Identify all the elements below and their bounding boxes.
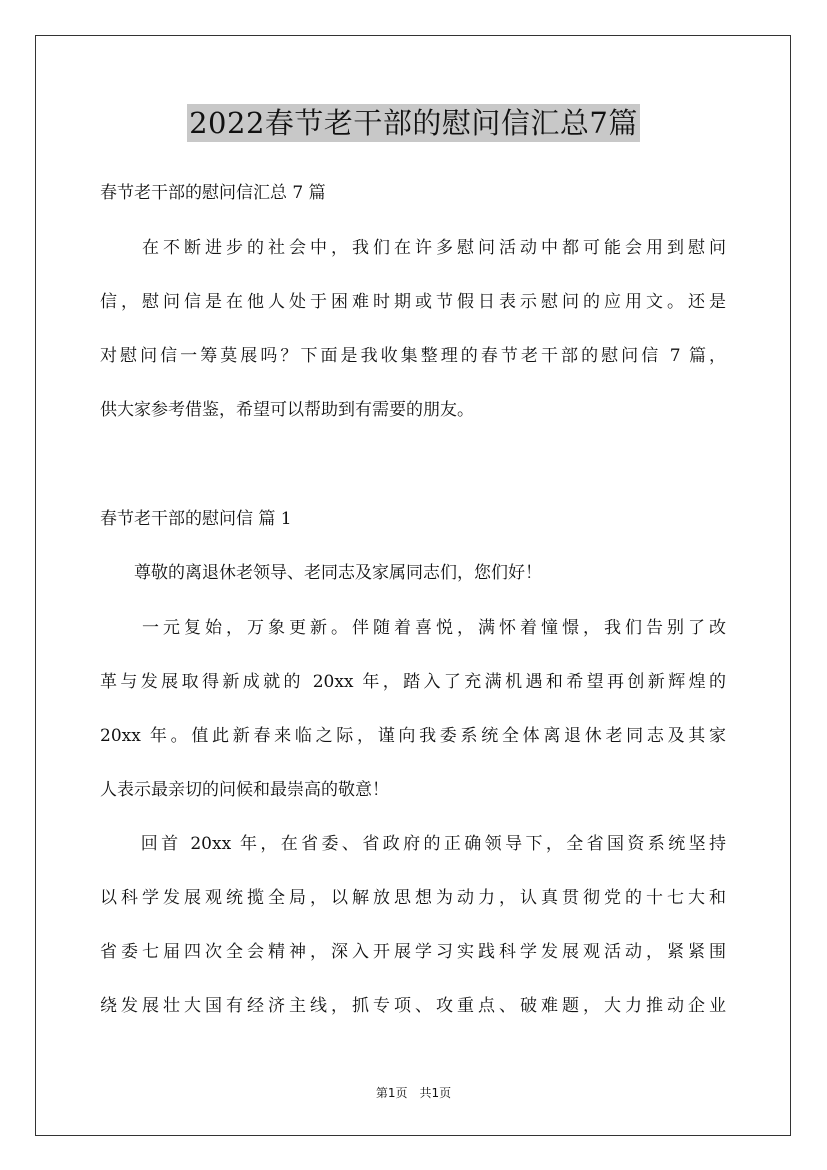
page-number: 第1页 共1页 xyxy=(375,1086,452,1100)
document-title: 2022春节老干部的慰问信汇总7篇 xyxy=(189,106,638,140)
paragraph-line: 省委七届四次全会精神，深入开展学习实践科学发展观活动，紧紧围 xyxy=(100,942,726,962)
subtitle: 春节老干部的慰问信汇总 7 篇 xyxy=(100,183,326,203)
paragraph-line: 一元复始，万象更新。伴随着喜悦，满怀着憧憬，我们告别了改 xyxy=(100,618,726,638)
intro-line: 对慰问信一筹莫展吗？下面是我收集整理的春节老干部的慰问信 7 篇， xyxy=(100,346,726,366)
intro-line: 在不断进步的社会中，我们在许多慰问活动中都可能会用到慰问 xyxy=(100,238,726,258)
paragraph-line: 20xx 年。值此新春来临之际，谨向我委系统全体离退休老同志及其家 xyxy=(100,726,726,746)
section-heading: 春节老干部的慰问信 篇 1 xyxy=(100,509,292,529)
greeting-line: 尊敬的离退休老领导、老同志及家属同志们，您们好！ xyxy=(100,563,542,583)
intro-line: 信，慰问信是在他人处于困难时期或节假日表示慰问的应用文。还是 xyxy=(100,292,726,312)
title-container xyxy=(0,104,827,142)
paragraph-line: 回首 20xx 年，在省委、省政府的正确领导下，全省国资系统坚持 xyxy=(100,834,726,854)
paragraph-line: 革与发展取得新成就的 20xx 年，踏入了充满机遇和希望再创新辉煌的 xyxy=(100,672,726,692)
paragraph-line: 以科学发展观统揽全局，以解放思想为动力，认真贯彻党的十七大和 xyxy=(100,888,726,908)
intro-line: 供大家参考借鉴，希望可以帮助到有需要的朋友。 xyxy=(100,400,474,420)
page-footer xyxy=(0,1084,827,1101)
paragraph-line: 人表示最亲切的问候和最崇高的敬意！ xyxy=(100,780,389,800)
paragraph-line: 绕发展壮大国有经济主线，抓专项、攻重点、破难题，大力推动企业 xyxy=(100,996,726,1016)
